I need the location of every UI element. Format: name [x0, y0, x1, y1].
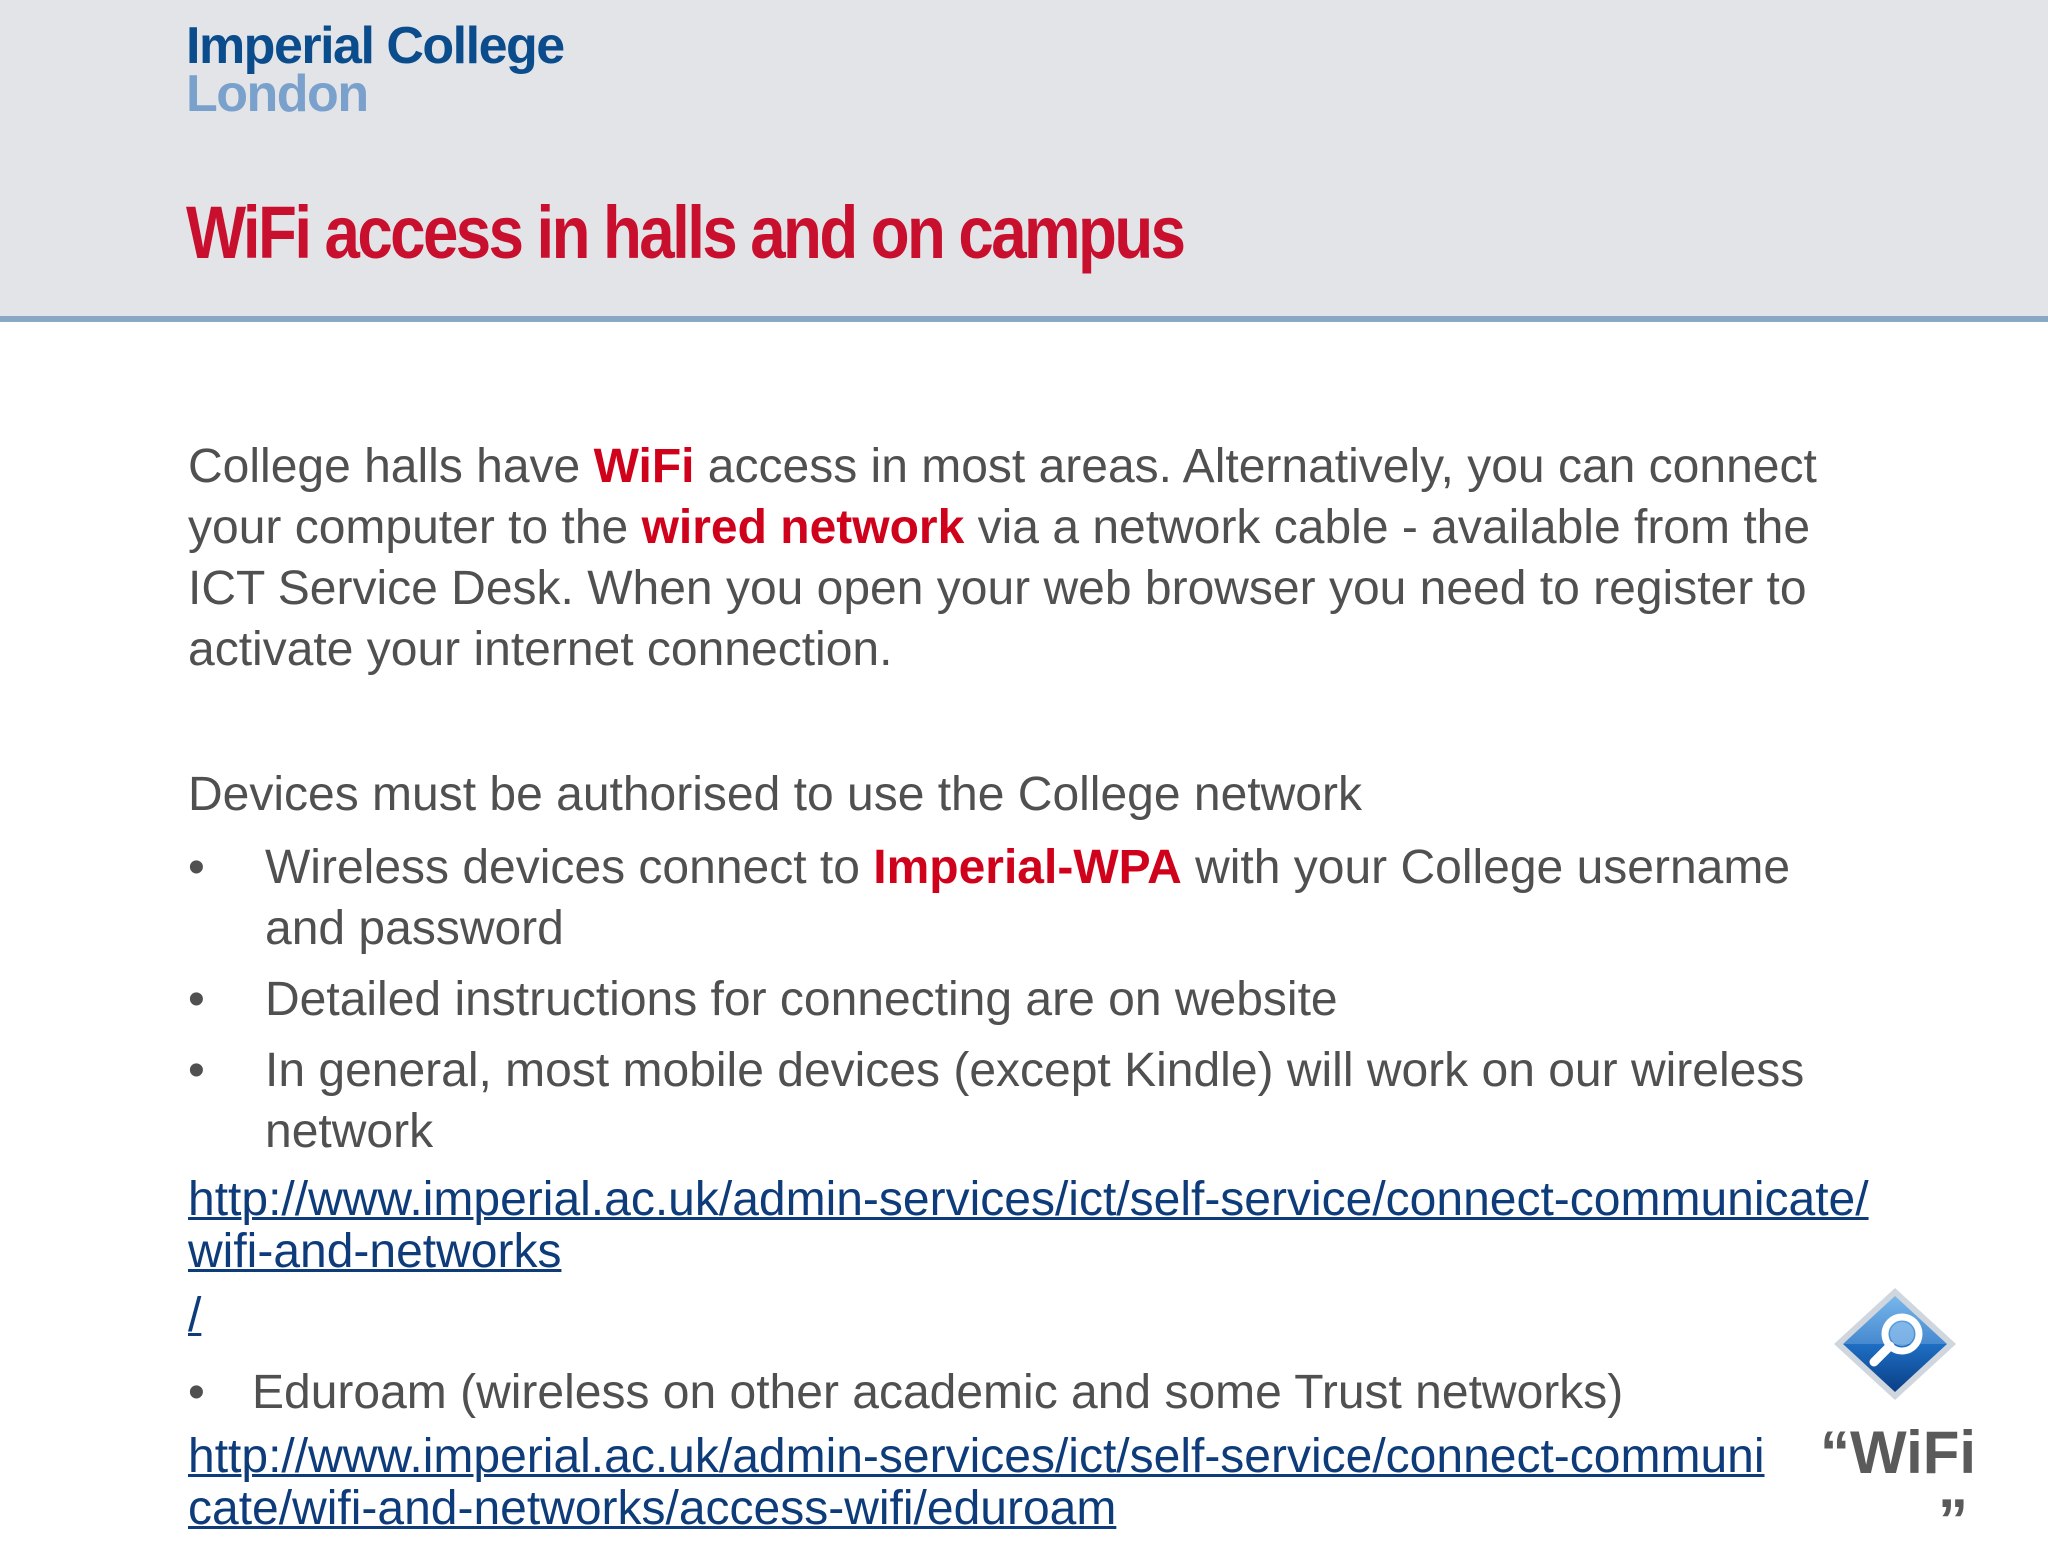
eduroam-link-line-2: cate/wifi-and-networks/access-wifi/eduroam — [188, 1482, 1117, 1535]
imperial-college-logo — [186, 17, 564, 123]
intro-text-2: access in most areas. Alternatively, you can connect your computer to the — [188, 440, 1817, 554]
bullet-dot: • — [188, 1366, 205, 1419]
intro-text-1: College halls have — [188, 440, 594, 493]
bullet-text-1b: with your College username and password — [265, 841, 1791, 955]
highlight-wifi: WiFi — [593, 440, 695, 493]
intro-text-3: via a network cable - available from the ICT Service Desk. When you open your web browser you need to register to activate your internet connection. — [188, 501, 1811, 676]
bullet-text-3: In general, most mobile devices (except Kindle) will work on our wireless network — [265, 1044, 1805, 1158]
devices-heading: Devices must be authorised to use the College network — [188, 768, 1362, 821]
highlight-imperial-wpa: Imperial-WPA — [873, 841, 1182, 894]
bullet-item-instructions — [188, 969, 1865, 1030]
slide-body — [188, 436, 1888, 1535]
wifi-close-quote: ” — [1938, 1487, 1968, 1554]
wifi-networks-link-tail[interactable]: / — [188, 1289, 202, 1342]
device-bullet-list — [188, 837, 1888, 1162]
wifi-label: “WiFi — [1820, 1419, 1977, 1486]
bullet-dot: • — [188, 1044, 205, 1097]
bullet-text-2: Detailed instructions for connecting are on website — [265, 973, 1338, 1026]
bullet-dot: • — [188, 973, 205, 1026]
bullet-item-mobile-devices — [188, 1040, 1865, 1162]
logo-line-1: Imperial College — [186, 17, 564, 75]
logo-line-2: London — [186, 65, 368, 123]
intro-paragraph — [188, 436, 1848, 680]
eduroam-link[interactable] — [188, 1431, 1768, 1535]
bullet-item-imperial-wpa — [188, 837, 1865, 959]
bullet-item-eduroam — [188, 1362, 1888, 1423]
eduroam-link-line-1: http://www.imperial.ac.uk/admin-services/ict/self-service/connect-communi — [188, 1431, 1765, 1483]
bullet-text-1a: Wireless devices connect to — [265, 841, 874, 894]
slide-title: WiFi access in halls and on campus — [186, 191, 1184, 274]
eduroam-text: Eduroam (wireless on other academic and some Trust networks) — [252, 1366, 1624, 1419]
wifi-badge — [1820, 1280, 1980, 1554]
bullet-dot: • — [188, 841, 205, 894]
magnifier-icon — [1830, 1284, 1960, 1414]
slide-header — [0, 0, 2048, 322]
highlight-wired-network: wired network — [641, 501, 965, 554]
wifi-networks-link[interactable]: http://www.imperial.ac.uk/admin-services/ict/self-service/connect-communicate/wifi-and-networks — [188, 1173, 1869, 1278]
